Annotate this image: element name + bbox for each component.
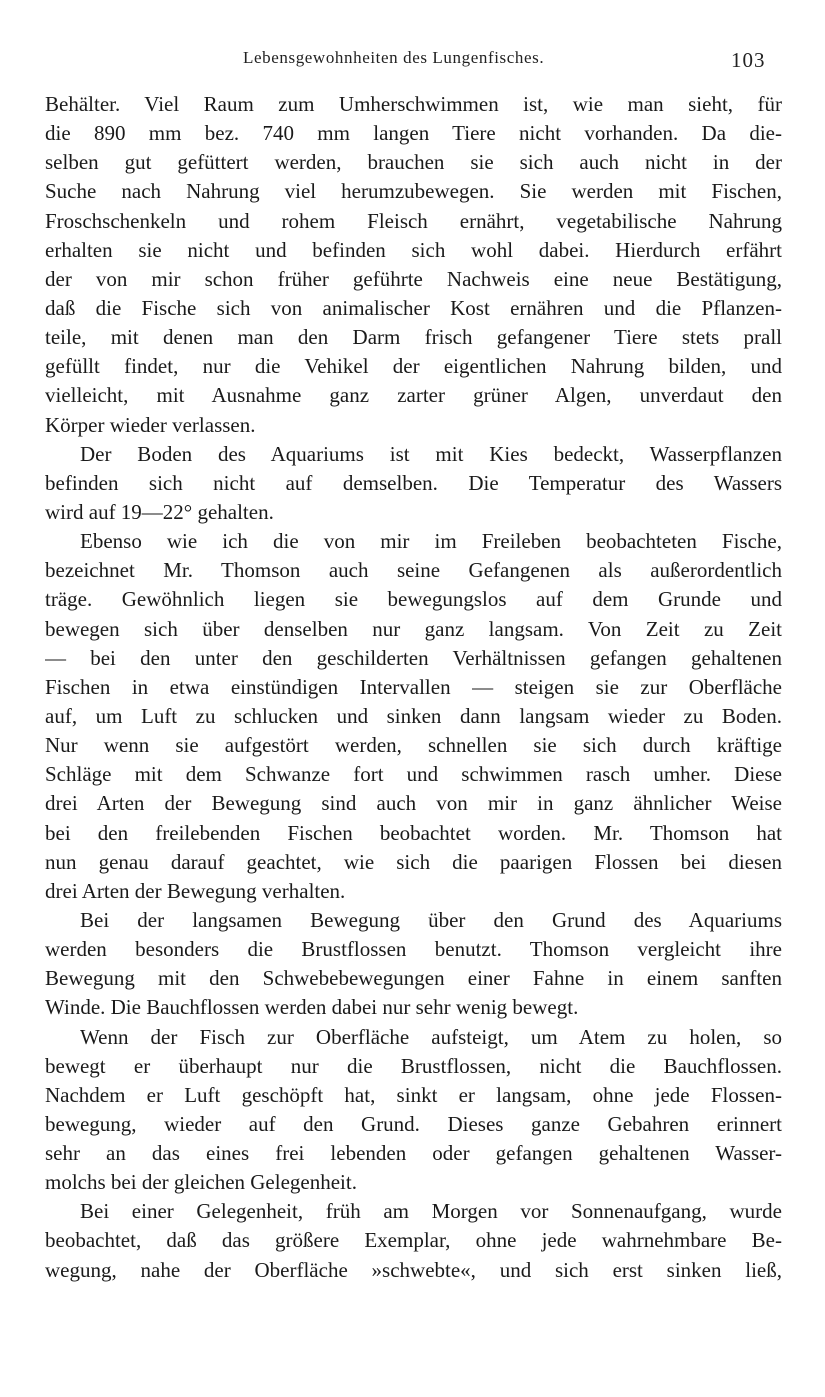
text-line: selben gut gefüttert werden, brauchen sie sich auch nicht in der <box>45 150 782 175</box>
text-line: — bei den unter den geschilderten Verhältnissen gefangen gehaltenen <box>45 645 782 670</box>
paragraph <box>45 1197 782 1284</box>
text-line: träge. Gewöhnlich liegen sie bewegungslos auf dem Grunde und <box>45 587 782 612</box>
text-line: nun genau darauf geachtet, wie sich die paarigen Flossen bei diesen <box>45 849 782 874</box>
text-line: vielleicht, mit Ausnahme ganz zarter grüner Algen, unverdaut den <box>45 383 782 408</box>
text-line: auf, um Luft zu schlucken und sinken dann langsam wieder zu Boden. <box>45 703 782 728</box>
text-line: bezeichnet Mr. Thomson auch seine Gefangenen als außerordentlich <box>45 558 782 583</box>
text-line: teile, mit denen man den Darm frisch gefangener Tiere stets prall <box>45 325 782 350</box>
text-line: der von mir schon früher geführte Nachweis eine neue Bestätigung, <box>45 266 782 291</box>
text-line: Ebenso wie ich die von mir im Freileben beobachteten Fische, <box>80 529 782 554</box>
text-line: wegung, nahe der Oberfläche »schwebte«, und sich erst sinken ließ, <box>45 1257 782 1282</box>
text-line: wird auf 19—22° gehalten. <box>45 499 274 524</box>
text-line: Winde. Die Bauchflossen werden dabei nur sehr wenig bewegt. <box>45 995 579 1020</box>
text-line: befinden sich nicht auf demselben. Die Temperatur des Wassers <box>45 470 782 495</box>
page-number: 103 <box>731 48 766 72</box>
text-line: Körper wieder verlassen. <box>45 412 256 437</box>
text-line: Schläge mit dem Schwanze fort und schwimmen rasch umher. Diese <box>45 762 782 787</box>
text-line: bewegt er überhaupt nur die Brustflossen, nicht die Bauchflossen. <box>45 1053 782 1078</box>
text-line: Behälter. Viel Raum zum Umherschwimmen ist, wie man sieht, für <box>45 92 782 116</box>
paragraph <box>45 90 782 440</box>
text-line: Bei der langsamen Bewegung über den Grund des Aquariums <box>80 907 782 932</box>
text-line: molchs bei der gleichen Gelegenheit. <box>45 1170 357 1195</box>
text-line: Fischen in etwa einstündigen Intervallen — steigen sie zur Oberfläche <box>45 674 782 699</box>
text-line: drei Arten der Bewegung verhalten. <box>45 878 346 903</box>
text-line: Bewegung mit den Schwebebewegungen einer Fahne in einem sanften <box>45 966 782 991</box>
text-line: Suche nach Nahrung viel herumzubewegen. Sie werden mit Fischen, <box>45 179 782 204</box>
paragraph <box>45 906 782 1023</box>
text-line: bewegen sich über denselben nur ganz langsam. Von Zeit zu Zeit <box>45 616 782 641</box>
paragraph <box>45 440 782 527</box>
paragraph <box>45 1023 782 1198</box>
running-head <box>0 46 825 76</box>
text-line: erhalten sie nicht und befinden sich wohl dabei. Hierdurch erfährt <box>45 237 782 262</box>
text-line: Froschschenkeln und rohem Fleisch ernährt, vegetabilische Nahrung <box>45 208 782 233</box>
text-line: die 890 mm bez. 740 mm langen Tiere nicht vorhanden. Da die- <box>45 121 782 146</box>
text-line: Bei einer Gelegenheit, früh am Morgen vor Sonnenaufgang, wurde <box>80 1199 782 1224</box>
text-line: sehr an das eines frei lebenden oder gefangen gehaltenen Wasser- <box>45 1141 782 1166</box>
text-line: bei den freilebenden Fischen beobachtet worden. Mr. Thomson hat <box>45 820 782 845</box>
text-line: Wenn der Fisch zur Oberfläche aufsteigt, um Atem zu holen, so <box>80 1024 782 1049</box>
text-line: Nur wenn sie aufgestört werden, schnellen sie sich durch kräftige <box>45 733 782 758</box>
body-text <box>45 90 782 1285</box>
text-line: Der Boden des Aquariums ist mit Kies bedeckt, Wasserpflanzen <box>80 441 782 466</box>
text-line: drei Arten der Bewegung sind auch von mir in ganz ähnlicher Weise <box>45 791 782 816</box>
text-line: beobachtet, daß das größere Exemplar, ohne jede wahrnehmbare Be- <box>45 1228 782 1253</box>
running-title: Lebensgewohnheiten des Lungenfisches. <box>243 48 545 67</box>
text-line: gefüllt findet, nur die Vehikel der eigentlichen Nahrung bilden, und <box>45 354 782 379</box>
text-line: werden besonders die Brustflossen benutzt. Thomson vergleicht ihre <box>45 937 782 962</box>
text-line: daß die Fische sich von animalischer Kost ernähren und die Pflanzen- <box>45 295 782 320</box>
text-line: Nachdem er Luft geschöpft hat, sinkt er langsam, ohne jede Flossen- <box>45 1082 782 1107</box>
text-line: bewegung, wieder auf den Grund. Dieses ganze Gebahren erinnert <box>45 1111 782 1136</box>
paragraph <box>45 527 782 906</box>
